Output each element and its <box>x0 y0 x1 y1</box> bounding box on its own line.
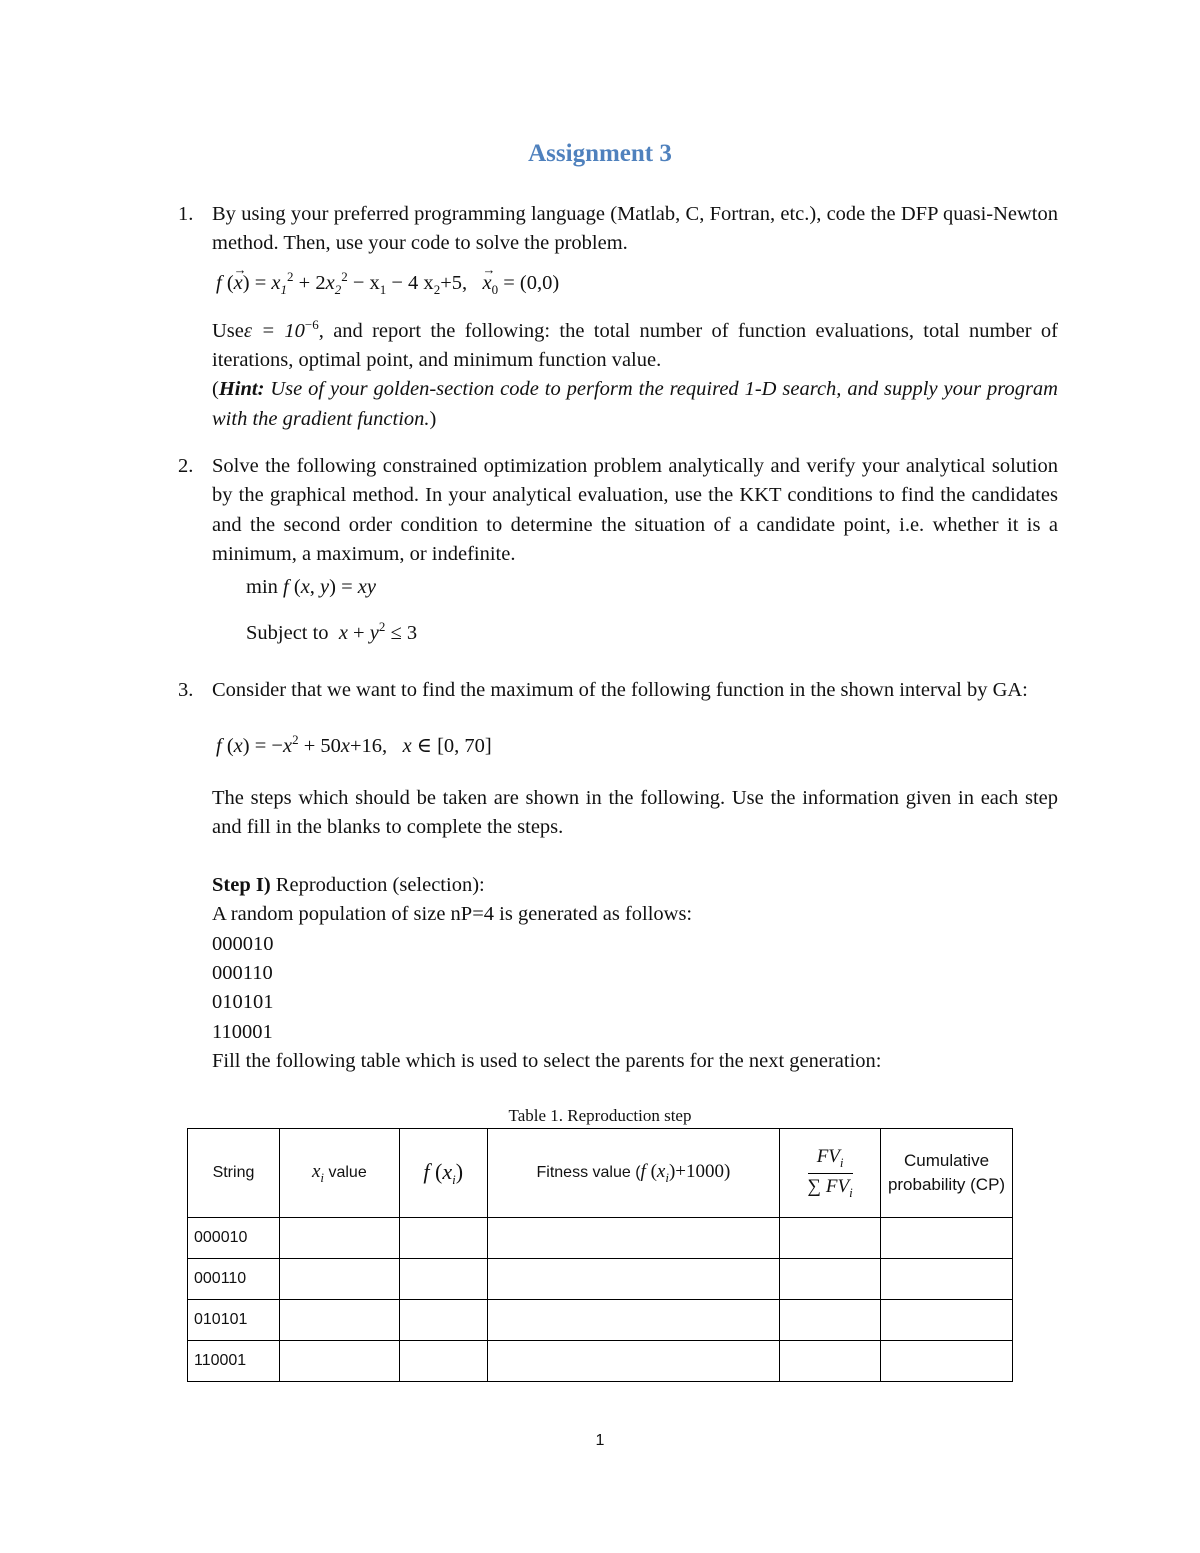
fv-ratio-cell[interactable] <box>780 1300 881 1341</box>
page-number: 1 <box>595 1432 605 1449</box>
table-row <box>188 1341 1013 1382</box>
header-string: String <box>188 1129 280 1218</box>
question-1-instructions: $Use\varepsilon = 10^{-6}$, and report the following: the total number of function evaluations, total number of iterations, optimal point, and minimum function value. <box>212 316 1058 372</box>
question-1-text: By using your preferred programming language (Matlab, C, Fortran, etc.), code the DFP quasi-Newton method. Then, use your code to solve the problem. <box>212 203 1058 255</box>
min-objective: min f (x, y) = xy <box>246 576 376 599</box>
fv-ratio-cell[interactable] <box>780 1341 881 1382</box>
row-string: 000110 <box>188 1259 280 1300</box>
question-2 <box>178 452 1058 649</box>
f-xi-cell[interactable] <box>399 1259 487 1300</box>
fitness-cell[interactable] <box>487 1259 780 1300</box>
row-string: 000010 <box>188 1218 280 1259</box>
constraint: Subject to $x + y^2 \le 3$ <box>246 619 418 645</box>
row-string: 010101 <box>188 1300 280 1341</box>
question-number: 3. <box>178 679 194 701</box>
steps-text: The steps which should be taken are shown in the following. Use the information given in each step and fill in the blanks to complete the steps. <box>212 786 1058 838</box>
header-xi-value: $x_i$ value <box>279 1129 399 1218</box>
population-string: 010101 <box>212 991 274 1014</box>
fv-ratio-cell[interactable] <box>780 1218 881 1259</box>
header-f-xi: f $(x_i)$ <box>399 1129 487 1218</box>
xi-cell[interactable] <box>279 1341 399 1382</box>
ga-function: f $(x) = -x^2 + 50x+16$, x ∈ [0, 70] <box>216 732 492 758</box>
row-string: 110001 <box>188 1341 280 1382</box>
table-row <box>188 1218 1013 1259</box>
question-1-hint: (Hint: Use of your golden-section code to perform the required 1-D search, and supply your program with the gradient function.) <box>212 378 1058 430</box>
population-string: 000110 <box>212 962 273 985</box>
xi-cell[interactable] <box>279 1259 399 1300</box>
xi-cell[interactable] <box>279 1218 399 1259</box>
table-header-row <box>188 1129 1013 1218</box>
question-number: 1. <box>178 203 194 225</box>
question-3 <box>178 676 1058 1076</box>
f-xi-cell[interactable] <box>399 1300 487 1341</box>
cp-cell[interactable] <box>881 1218 1013 1259</box>
fitness-cell[interactable] <box>487 1218 780 1259</box>
f-xi-cell[interactable] <box>399 1341 487 1382</box>
cp-cell[interactable] <box>881 1341 1013 1382</box>
question-number: 2. <box>178 455 194 477</box>
cp-cell[interactable] <box>881 1300 1013 1341</box>
fitness-cell[interactable] <box>487 1300 780 1341</box>
f-xi-cell[interactable] <box>399 1218 487 1259</box>
header-fv-ratio: $\frac{FV_i}{\sum FV_i}$ <box>780 1129 881 1218</box>
table-row <box>188 1259 1013 1300</box>
page-title: Assignment 3 <box>528 140 672 167</box>
reproduction-table <box>187 1128 1013 1382</box>
step-heading: Step I) Reproduction (selection): <box>212 874 485 897</box>
table-caption: Table 1. Reproduction step <box>508 1106 692 1125</box>
xi-cell[interactable] <box>279 1300 399 1341</box>
header-cumulative: Cumulative probability (CP) <box>881 1129 1013 1218</box>
population-text: A random population of size nP=4 is generated as follows: <box>212 903 693 926</box>
population-string: 000010 <box>212 932 274 955</box>
fv-ratio-cell[interactable] <box>780 1259 881 1300</box>
table-row <box>188 1300 1013 1341</box>
question-2-text: Solve the following constrained optimization problem analytically and verify your analytical solution by the graphical method. In your analytical evaluation, use the KKT conditions to find the candidates and the second order condition to determine the situation of a candidate point, i.e. whether it is a minimum, a maximum, or indefinite. <box>212 455 1058 565</box>
header-fitness-value: Fitness value (f $(x_i)+1000$) <box>487 1129 780 1218</box>
fill-instruction: Fill the following table which is used to select the parents for the next generation: <box>212 1049 882 1072</box>
cp-cell[interactable] <box>881 1259 1013 1300</box>
question-1 <box>178 200 1058 434</box>
question-3-intro: Consider that we want to find the maximum of the following function in the shown interval by GA: <box>212 679 1028 701</box>
population-string: 110001 <box>212 1020 273 1043</box>
fitness-cell[interactable] <box>487 1341 780 1382</box>
objective-function-1: f (→ $x) = x_1^2 + 2x_2^2 - x_1 - 4$ $x_2+5$, → $x_0 = (0,0)$ <box>216 262 1058 304</box>
